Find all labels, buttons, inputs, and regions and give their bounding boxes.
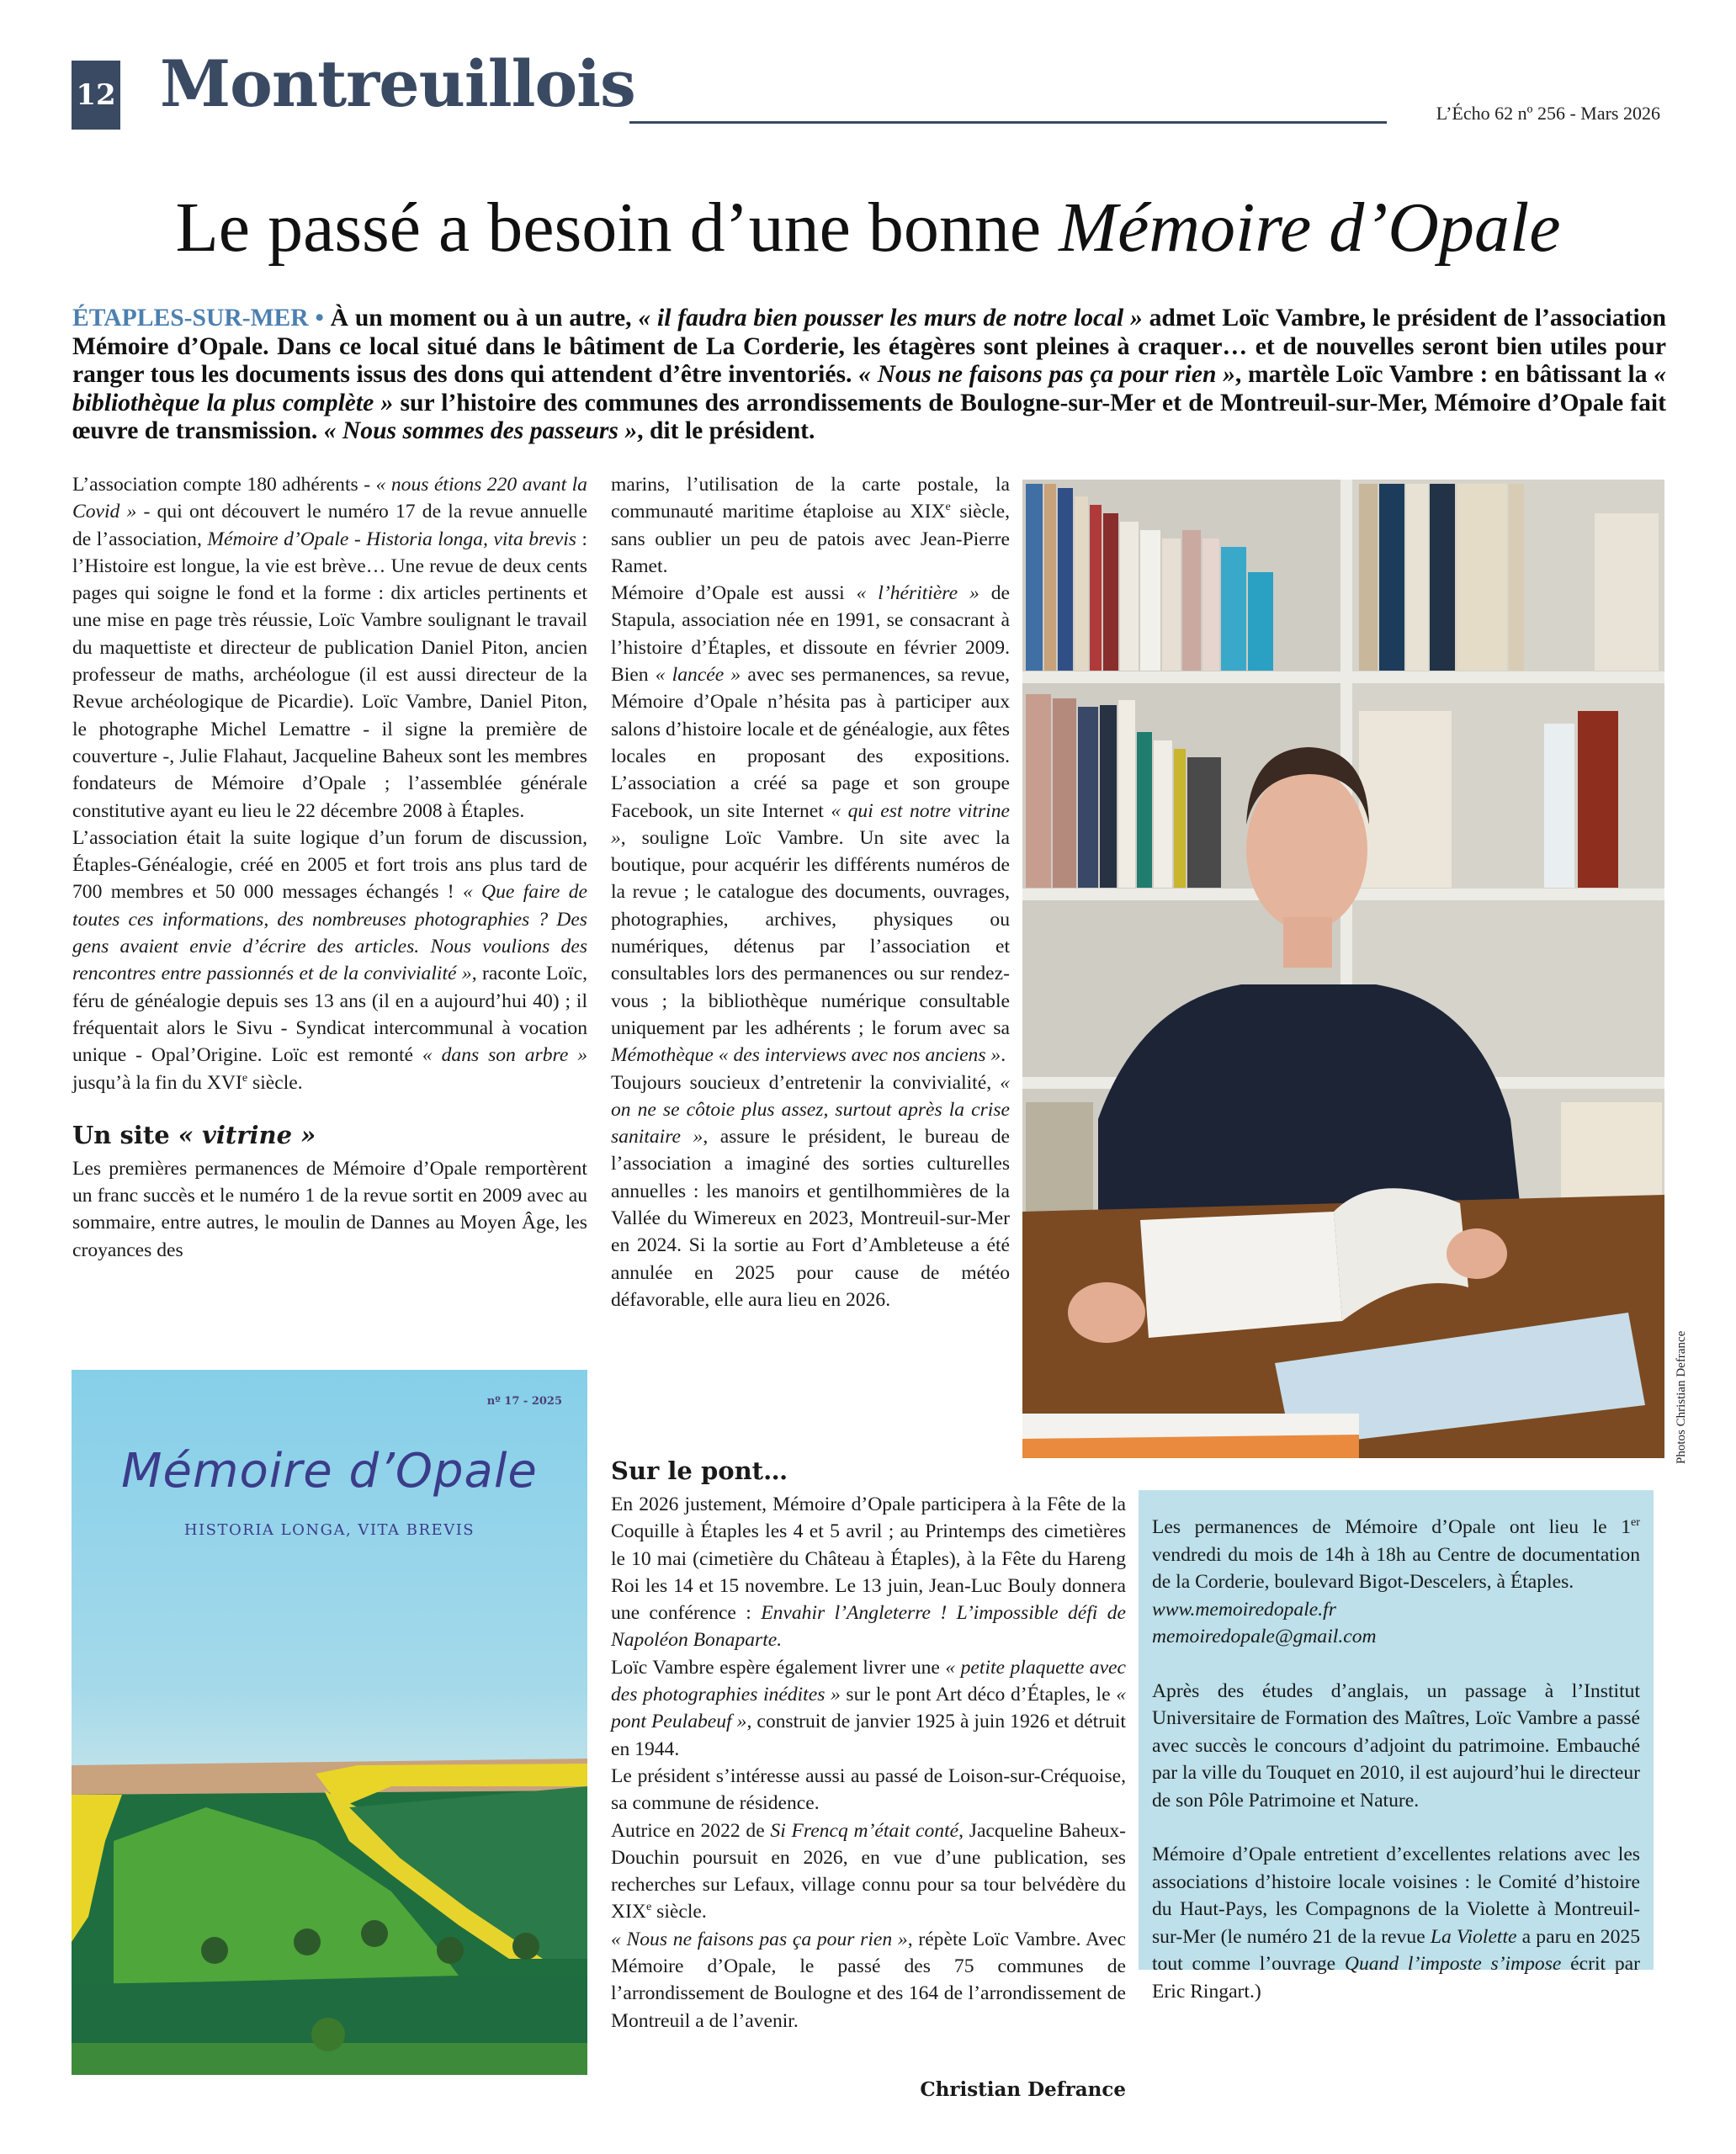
text-run: , martèle Loïc Vambre : en bâtissant la (1234, 361, 1654, 388)
paragraph (611, 1763, 1126, 1817)
paragraph (611, 1926, 1126, 2035)
headline-regular: Le passé a besoin d’une bonne (175, 188, 1059, 267)
paragraph (611, 471, 1010, 580)
cover-tree (294, 1929, 321, 1955)
text-run: er (1631, 1515, 1640, 1530)
text-run: « petite plaquette avec des photographies inédites » (611, 1656, 1126, 1706)
revue-cover-image (72, 1370, 587, 2075)
cover-tree (512, 1933, 539, 1960)
text-run: avec ses permanences, sa revue, Mémoire d’Opale n’hésita pas à participer aux salons d’histoire locale et de généalogie, aux fêtes locales en proposant des expositions. L’association a créé sa page et son groupe Facebook, un site Internet (611, 664, 1010, 822)
paragraph (611, 580, 1010, 1069)
paragraph (1152, 1623, 1640, 1651)
text-run: Mémoire d’Opale - Historia longa, vita brevis (207, 528, 576, 550)
man-hand-left (1068, 1282, 1145, 1343)
text-run: sur l’histoire des communes des arrondissements de Boulogne-sur-Mer et de Montreuil-sur-Mer, Mémoire d’Opale fait œuvre de transmission. (72, 389, 1666, 444)
text-run: Après des études d’anglais, un passage à l’Institut Universitaire de Formation des Maîtres, Loïc Vambre a passé avec succès le concours d’adjoint du patrimoine. Embauché par la ville du Touquet en 2010, il est aujourd’hui le directeur de son Pôle Patrimoine et Nature. (1152, 1679, 1640, 1812)
info-box (1139, 1490, 1654, 2003)
text-run: Mémoire d’Opale est aussi (611, 582, 857, 605)
text-run: À un moment ou à un autre, (330, 305, 639, 332)
paragraph (611, 1069, 1010, 1314)
text-run: e (645, 1900, 652, 1914)
text-run: « qui est notre vitrine » (611, 799, 1011, 849)
text-run: Envahir l’Angleterre ! L’impossible défi de Napoléon Bonaparte. (611, 1602, 1126, 1652)
headline (0, 187, 1736, 268)
text-run: L’association compte 180 adhérents - (72, 474, 376, 496)
text-run: siècle. (651, 1901, 707, 1923)
paragraph (1152, 1596, 1640, 1624)
article-column-1 (72, 471, 587, 1264)
text-run: En 2026 justement, Mémoire d’Opale participera à la Fête de la Coquille à Étaples les 4 et 5 avril ; au Printemps des cimetières le 10 mai (cimetière du Château à Étaples), à la Fête du Hareng Roi les 14 et 15 novembre. Le 13 juin, Jean-Luc Bouly donnera une conférence : (611, 1493, 1126, 1625)
section-title: Montreuillois (160, 46, 635, 121)
text-run: , Jacqueline Baheux-Douchin poursuit en 2026, en vue d’une publication, ses recherches sur Lefaux, village connu pour sa tour belvédère du XIX (611, 1819, 1126, 1923)
dateline-place: ÉTAPLES-SUR-MER (72, 305, 309, 332)
paragraph (72, 825, 587, 1096)
text-run: « il faudra bien pousser les murs de notre local » (638, 305, 1143, 332)
paragraph (72, 471, 587, 825)
text-run: Mémothèque « des interviews avec nos anciens » (611, 1044, 1001, 1067)
text-run: « bibliothèque la plus complète » (72, 361, 1666, 416)
text-run: « lancée » (655, 664, 741, 687)
paragraph (611, 1654, 1126, 1763)
text-run: Autrice en 2022 de (611, 1819, 771, 1842)
text-run: « Nous sommes des passeurs » (323, 417, 638, 444)
cover-tree (437, 1937, 464, 1964)
text-run: Loïc Vambre espère également livrer une (611, 1656, 946, 1679)
text-run: , raconte Loïc, féru de généalogie depuis ses 13 ans (il en a aujourd’hui 40) ; il fréquentait alors le Sivu - Syndicat intercommunal à vocation unique - Opal’Origine. Loïc est remonté (72, 963, 587, 1067)
paragraph (1152, 1678, 1640, 1815)
text-run: sur le pont Art déco d’Étaples, le (840, 1684, 1117, 1706)
man-face (1246, 769, 1367, 931)
article-column-2-bottom (611, 1456, 1126, 2104)
text-run: Les permanences de Mémoire d’Opale ont lieu le 1 (1152, 1516, 1631, 1538)
text-run: L’association était la suite logique d’un forum de discussion, Étaples-Généalogie, créé en 2005 et fort trois ans plus tard de 700 membres et 50 000 messages échangés ! (72, 826, 587, 904)
text-run: « Nous ne faisons pas ça pour rien » (611, 1928, 908, 1950)
cover-title: Mémoire d’Opale (121, 1444, 538, 1499)
text-run: : l’Histoire est longue, la vie est brève… Une revue de deux cents pages qui soigne le fond et la forme : dix articles pertinents et une mise en page très réussie, Loïc Vambre soulignant le travail du maquettiste et directeur de publication Daniel Piton, ancien professeur de maths, archéologue (il est aussi directeur de la Revue archéologique de Picardie). Loïc Vambre, Daniel Piton, le photographe Michel Lemattre - il signe la première de couverture -, Julie Flahaut, Jacqueline Baheux sont les membres fondateurs de Mémoire d’Opale ; l’assemblée générale constitutive ayant eu lieu le 22 décembre 2008 à Étaples. (72, 528, 587, 822)
text-run: jusqu’à la fin du XVI (72, 1071, 242, 1094)
text-run: « Nous ne faisons pas ça pour rien » (858, 361, 1235, 388)
text-run: , dit le président. (637, 417, 815, 444)
text-run: « l’héritière » (856, 582, 979, 605)
header-rule (629, 121, 1387, 124)
cover-tree (201, 1937, 228, 1964)
column1-after-subhead (72, 1155, 587, 1264)
article-column-2 (611, 471, 1010, 1313)
text-run: de Stapula, association née en 1991, se consacrant à l’histoire d’Étaples, et dissoute en février 2009. Bien (611, 582, 1011, 687)
column1-paragraphs (72, 471, 587, 1096)
byline: Christian Defrance (920, 2077, 1126, 2101)
text-run: www.memoiredopale.fr (1152, 1598, 1336, 1621)
paragraph (1152, 1841, 1640, 2005)
text-run: « nous étions 220 avant la Covid » (72, 474, 587, 523)
text-run: e (242, 1070, 248, 1085)
text-run: Si Frencq m’était conté (770, 1819, 959, 1842)
paragraph (611, 1491, 1126, 1654)
column2-paragraphs (611, 471, 1010, 1313)
lede (72, 305, 1666, 446)
cover-issue-number: nº 17 - 2025 (486, 1395, 562, 1408)
text-run: , assure le président, le bureau de l’association a imaginé des sorties culturelles annuelles : les manoirs et gentilhommières de la Vallée du Wimereux en 2023, Montreuil-sur-Mer en 2024. Si la sortie au Fort d’Ambleteuse a été annulée en 2025 pour cause de météo défavorable, elle aura lieu en 2026. (611, 1126, 1010, 1311)
open-book (1140, 1212, 1342, 1338)
text-run: vendredi du mois de 14h à 18h au Centre de documentation de la Corderie, boulevard Bigot-Descelers, à Étaples. (1152, 1543, 1640, 1593)
cover-bush (311, 2018, 345, 2051)
portrait-photo (1022, 480, 1664, 1458)
text-run: marins, l’utilisation de la carte postale, la communauté maritime étaploise au XIX (611, 474, 1010, 523)
text-run: memoiredopale@gmail.com (1152, 1626, 1377, 1647)
text-run: - qui ont découvert le numéro 17 de la revue annuelle de l’association, (72, 501, 587, 550)
text-run: siècle. (247, 1071, 303, 1094)
text-run: siècle, sans oublier un peu de patois avec Jean-Pierre Ramet. (611, 501, 1011, 577)
text-run: « Que faire de toutes ces informations, des nombreuses photographies ? Des gens avaient envie d’écrire des articles. Nous voulions des rencontres entre passionnés et de la convivialité » (72, 881, 587, 985)
text-run: admet Loïc Vambre, le président de l’association Mémoire d’Opale. Dans ce local situé dans le bâtiment de La Corderie, les étagères sont pleines à craquer… et de nouvelles seront bien utiles pour ranger tous les documents issus des dons qui attendent d’être inventoriés. (72, 305, 1666, 388)
text-run: « dans son arbre » (422, 1044, 587, 1067)
man-hand-right (1447, 1228, 1507, 1279)
dateline-bullet: • (308, 305, 331, 332)
subhead-sur-le-pont: Sur le pont… (611, 1456, 788, 1485)
text-run: , répète Loïc Vambre. Avec Mémoire d’Opale, le passé des 75 communes de l’arrondissement de Boulogne et des 164 de l’arrondissement de Montreuil a de l’avenir. (611, 1928, 1126, 2032)
issue-info: L’Écho 62 nº 256 - Mars 2026 (1436, 103, 1660, 124)
subhead-italic: « vitrine » (178, 1120, 316, 1149)
text-run: a paru en 2025 tout comme l’ouvrage (1152, 1925, 1640, 1975)
text-run: Quand l’imposte s’impose (1344, 1953, 1562, 1975)
text-run: . (1001, 1044, 1006, 1067)
infobox-bio (1152, 1678, 1640, 2006)
subhead-un-site-vitrine (72, 1120, 587, 1150)
text-run: e (945, 500, 951, 514)
photo-scene (1022, 480, 1664, 1458)
text-run: « pont Peulabeuf » (611, 1684, 1126, 1733)
text-run: « on ne se côtoie plus assez, surtout après la crise sanitaire » (611, 1071, 1010, 1149)
paragraph (1152, 1514, 1640, 1596)
page-number: 12 (72, 61, 120, 130)
text-run: , souligne Loïc Vambre. Un site avec la boutique, pour acquérir les différents numéros de la revue ; le catalogue des documents, ouvrages, photographies, archives, physiques ou numériques, détenus par l’association et consultables lors des permanences ou sur rendez-vous ; la bibliothèque numérique consultable uniquement par les adhérents ; le forum avec sa (611, 826, 1010, 1039)
man-neck (1283, 917, 1332, 968)
shelf (1022, 671, 1664, 683)
text-run: Toujours soucieux d’entretenir la convivialité, (611, 1071, 1001, 1094)
infobox-permanences (1152, 1514, 1640, 1651)
paragraph (611, 1817, 1126, 1926)
cover-subtitle: HISTORIA LONGA, VITA BREVIS (183, 1521, 475, 1539)
text-run: écrit par Eric Ringart.) (1152, 1953, 1640, 2003)
subhead-regular: Un site (72, 1120, 178, 1149)
text-run: Le président s’intéresse aussi au passé de Loison-sur-Créquoise, sa commune de résidence. (611, 1764, 1126, 1815)
headline-italic: Mémoire d’Opale (1059, 188, 1561, 267)
text-run: , construit de janvier 1925 à juin 1926 et détruit en 1944. (611, 1711, 1126, 1760)
photo-credit: Photos Christian Defrance (1675, 1330, 1688, 1464)
text-run: La Violette (1430, 1925, 1517, 1948)
text-run: Les premières permanences de Mémoire d’Opale remportèrent un franc succès et le numéro 1 de la revue sortit en 2009 avec au sommaire, entre autres, le moulin de Dannes au Moyen Âge, les croyances des (72, 1157, 587, 1261)
column2b-paragraphs (611, 1491, 1126, 2035)
cover-tree (361, 1920, 388, 1947)
text-run: Mémoire d’Opale entretient d’excellentes relations avec les associations d’histoire locale voisines : le Comité d’histoire du Haut-Pays, les Compagnons de la Violette à Montreuil-sur-Mer (le numéro 21 de la revue (1152, 1844, 1640, 1948)
